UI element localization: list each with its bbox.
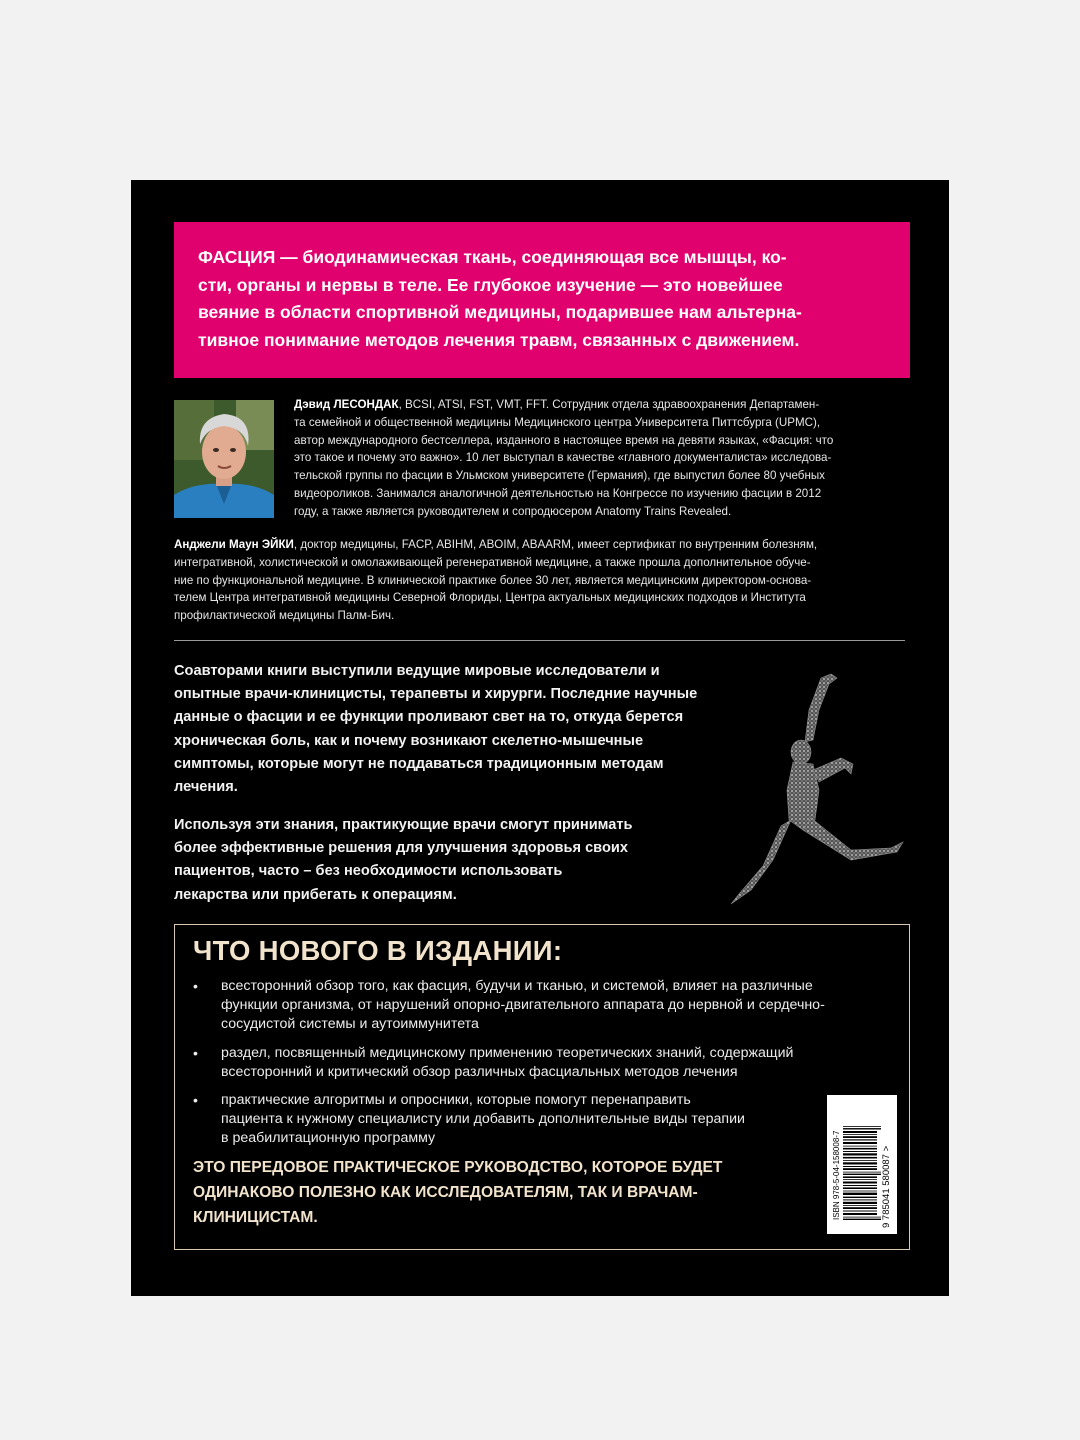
whats-new-title: ЧТО НОВОГО В ИЗДАНИИ:	[193, 935, 563, 966]
author-bio-lesondak: Дэвид ЛЕСОНДАК, BCSI, ATSI, FST, VMT, FFT. Сотрудник отдела здравоохранения Департамен- та семейной и общественной медицины Медицинского центра Университета Питтсбурга (UPMC), автор международного бестселлера, изданного в настоящее время на девяти языках, «Фасция: что это такое и почему это важно». 10 лет выступал в качестве «главного документалиста» исследова- тельской группы по фасции в Ульмском университете (Германия), где выпустил более 80 учебных видеороликов. Занимался аналогичной деятельностью на Конгрессе по изучению фасции в 2012 году, а также является руководителем и сопродюсером Anatomy Trains Revealed.	[294, 398, 834, 518]
list-item: • практические алгоритмы и опросники, которые помогут перенаправить пациента к нужному специалисту или добавить дополнительные виды терапии в реабилитационную программу	[193, 1092, 745, 1147]
author-photo	[174, 400, 274, 518]
bullet-icon: •	[193, 1092, 198, 1109]
fascia-definition-box	[174, 222, 910, 378]
blurb-lead-word: ФАСЦИЯ	[198, 247, 276, 267]
isbn-text: ISBN 978-5-04-158008-7	[832, 1130, 841, 1220]
dancer-figure-illustration	[691, 670, 921, 910]
body-paragraph-2: Используя эти знания, практикующие врачи смогут принимать более эффективные решения для улучшения здоровья своих пациентов, часто – без необходимости использовать лекарства или прибегать к операциям.	[174, 817, 633, 903]
blurb-line: веяние в области спортивной медицины, подарившее нам альтерна-	[198, 302, 802, 322]
blurb-line: ФАСЦИЯ — биодинамическая ткань, соединяющая все мышцы, ко-	[198, 247, 787, 267]
author-bio-akey: Анджели Маун ЭЙКИ, доктор медицины, FACP, ABIHM, ABOIM, ABAARM, имеет сертификат по внутренним болезням, интегративной, холистической и омолаживающей регенеративной медицине, а также прошла дополнительное обуче- ние по функциональной медицине. В клинической практике более 30 лет, является медицинским директором-основа- телем Центра интегративной медицины Северной Флориды, Центра актуальных медицинских подходов и Института профилактической медицины Палм-Бич.	[174, 538, 818, 623]
blurb-line: тивное понимание методов лечения травм, связанных с движением.	[198, 329, 800, 350]
author-name: Дэвид ЛЕСОНДАК	[294, 398, 399, 411]
list-item: • всесторонний обзор того, как фасция, будучи и тканью, и системой, влияет на различные функции организма, от нарушений опорно-двигательного аппарата до нервной и сердечно- сосудистой системы и аутоиммунитета	[193, 978, 825, 1033]
isbn-barcode	[827, 1095, 897, 1234]
barcode-digits: 9 785041 580087 >	[881, 1145, 892, 1228]
bullet-icon: •	[193, 978, 198, 994]
closing-statement: ЭТО ПЕРЕДОВОЕ ПРАКТИЧЕСКОЕ РУКОВОДСТВО, КОТОРОЕ БУДЕТ ОДИНАКОВО ПОЛЕЗНО КАК ИССЛЕДОВАТЕЛЯМ, ТАК И ВРАЧАМ- КЛИНИЦИСТАМ.	[193, 1159, 723, 1226]
bullet-icon: •	[193, 1044, 198, 1061]
body-paragraph-1: Соавторами книги выступили ведущие мировые исследователи и опытные врачи-клиницисты, терапевты и хирурги. Последние научные данные о фасции и ее функции проливают свет на то, откуда берется хроническая боль, как и почему возникают скелетно-мышечные симптомы, которые могут не поддаваться традиционным методам лечения.	[174, 663, 698, 796]
whats-new-list	[193, 977, 893, 1158]
book-back-cover	[131, 180, 949, 1296]
divider	[174, 640, 905, 641]
blurb-line: сти, органы и нервы в теле. Ее глубокое изучение — это новейшее	[198, 274, 783, 295]
author-name: Анджели Маун ЭЙКИ	[174, 538, 294, 551]
whats-new-box	[174, 924, 910, 1250]
list-item: • раздел, посвященный медицинскому применению теоретических знаний, содержащий всесторонний и критический обзор различных фасциальных методов лечения	[193, 1044, 794, 1080]
